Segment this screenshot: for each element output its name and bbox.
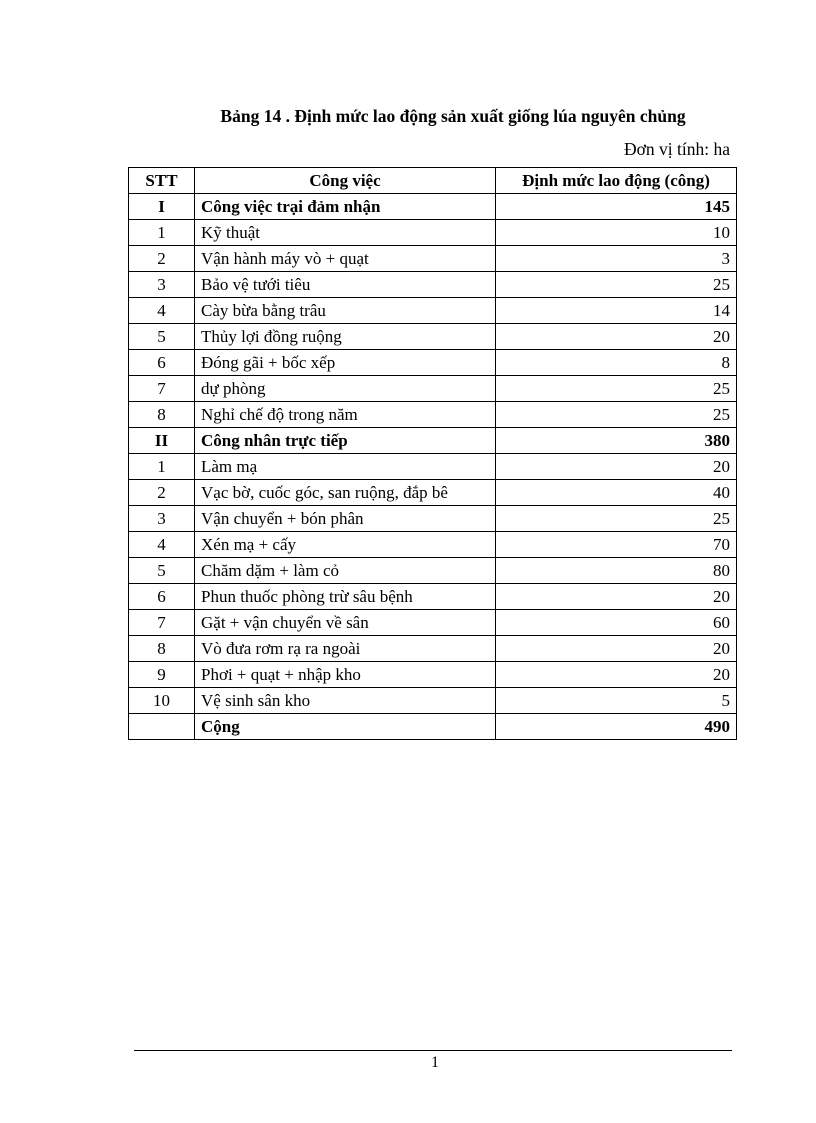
- row-stt: 5: [129, 324, 195, 350]
- row-value: 20: [496, 454, 737, 480]
- row-work: Đóng gãi + bốc xếp: [195, 350, 496, 376]
- table-row: [129, 584, 737, 610]
- row-value: 380: [496, 428, 737, 454]
- table-row: [129, 376, 737, 402]
- table-row: [129, 506, 737, 532]
- row-work: Gặt + vận chuyển về sân: [195, 610, 496, 636]
- row-value: 25: [496, 402, 737, 428]
- row-work: Làm mạ: [195, 454, 496, 480]
- row-stt: 4: [129, 298, 195, 324]
- row-work: Thủy lợi đồng ruộng: [195, 324, 496, 350]
- row-work: Phun thuốc phòng trừ sâu bệnh: [195, 584, 496, 610]
- row-value: 60: [496, 610, 737, 636]
- table-row: [129, 558, 737, 584]
- row-stt: 9: [129, 662, 195, 688]
- row-work: Vò đưa rơm rạ ra ngoài: [195, 636, 496, 662]
- row-value: 145: [496, 194, 737, 220]
- row-value: 25: [496, 506, 737, 532]
- footer-divider: [134, 1050, 732, 1051]
- row-value: 10: [496, 220, 737, 246]
- table-row: [129, 688, 737, 714]
- row-work: Phơi + quạt + nhập kho: [195, 662, 496, 688]
- row-work: Vệ sinh sân kho: [195, 688, 496, 714]
- table-row: [129, 350, 737, 376]
- unit-label: Đơn vị tính: ha: [624, 139, 730, 159]
- row-stt: 7: [129, 376, 195, 402]
- row-stt: 8: [129, 636, 195, 662]
- table-row: [129, 428, 737, 454]
- row-value: 80: [496, 558, 737, 584]
- row-stt: 2: [129, 246, 195, 272]
- page-number: 1: [431, 1054, 439, 1071]
- row-value: 20: [496, 636, 737, 662]
- table-row: [129, 402, 737, 428]
- row-value: 8: [496, 350, 737, 376]
- row-stt: 2: [129, 480, 195, 506]
- table-row: [129, 636, 737, 662]
- table-row: [129, 194, 737, 220]
- row-stt: 5: [129, 558, 195, 584]
- table-row: [129, 246, 737, 272]
- table-row: [129, 532, 737, 558]
- row-stt: II: [129, 428, 195, 454]
- row-stt: 4: [129, 532, 195, 558]
- labor-norm-table: [128, 167, 737, 740]
- table-title: Bảng 14 . Định mức lao động sản xuất giống lúa nguyên chủng: [220, 106, 686, 126]
- row-value: 3: [496, 246, 737, 272]
- row-value: 20: [496, 662, 737, 688]
- row-value: 14: [496, 298, 737, 324]
- header-work: Công việc: [195, 168, 496, 194]
- row-stt: 7: [129, 610, 195, 636]
- table-row: [129, 220, 737, 246]
- row-value: 20: [496, 584, 737, 610]
- row-stt: 6: [129, 350, 195, 376]
- row-work: Vạc bờ, cuốc góc, san ruộng, đắp bê: [195, 480, 496, 506]
- row-work: Kỹ thuật: [195, 220, 496, 246]
- table-row: [129, 610, 737, 636]
- table-row: [129, 662, 737, 688]
- table-row: [129, 272, 737, 298]
- row-stt: 6: [129, 584, 195, 610]
- row-value: 20: [496, 324, 737, 350]
- row-stt: 3: [129, 272, 195, 298]
- row-stt: 8: [129, 402, 195, 428]
- table-row: [129, 480, 737, 506]
- table-row: [129, 324, 737, 350]
- table-header-row: [129, 168, 737, 194]
- table-row: [129, 298, 737, 324]
- row-work: Công nhân trực tiếp: [195, 428, 496, 454]
- row-value: 25: [496, 272, 737, 298]
- row-stt: 3: [129, 506, 195, 532]
- row-work: Chăm dặm + làm cỏ: [195, 558, 496, 584]
- row-stt: I: [129, 194, 195, 220]
- header-norm: Định mức lao động (công): [496, 168, 737, 194]
- table-row: [129, 454, 737, 480]
- row-work: Cộng: [195, 714, 496, 740]
- row-value: 40: [496, 480, 737, 506]
- row-work: Nghỉ chế độ trong năm: [195, 402, 496, 428]
- header-stt: STT: [129, 168, 195, 194]
- table-body: [129, 194, 737, 740]
- row-stt: [129, 714, 195, 740]
- row-value: 5: [496, 688, 737, 714]
- table-row: [129, 714, 737, 740]
- row-value: 70: [496, 532, 737, 558]
- row-value: 25: [496, 376, 737, 402]
- row-work: dự phòng: [195, 376, 496, 402]
- row-stt: 1: [129, 454, 195, 480]
- row-work: Vận chuyển + bón phân: [195, 506, 496, 532]
- row-stt: 10: [129, 688, 195, 714]
- row-work: Vận hành máy vò + quạt: [195, 246, 496, 272]
- row-work: Xén mạ + cấy: [195, 532, 496, 558]
- row-work: Công việc trại đảm nhận: [195, 194, 496, 220]
- row-work: Cày bừa bằng trâu: [195, 298, 496, 324]
- row-stt: 1: [129, 220, 195, 246]
- row-value: 490: [496, 714, 737, 740]
- row-work: Bảo vệ tưới tiêu: [195, 272, 496, 298]
